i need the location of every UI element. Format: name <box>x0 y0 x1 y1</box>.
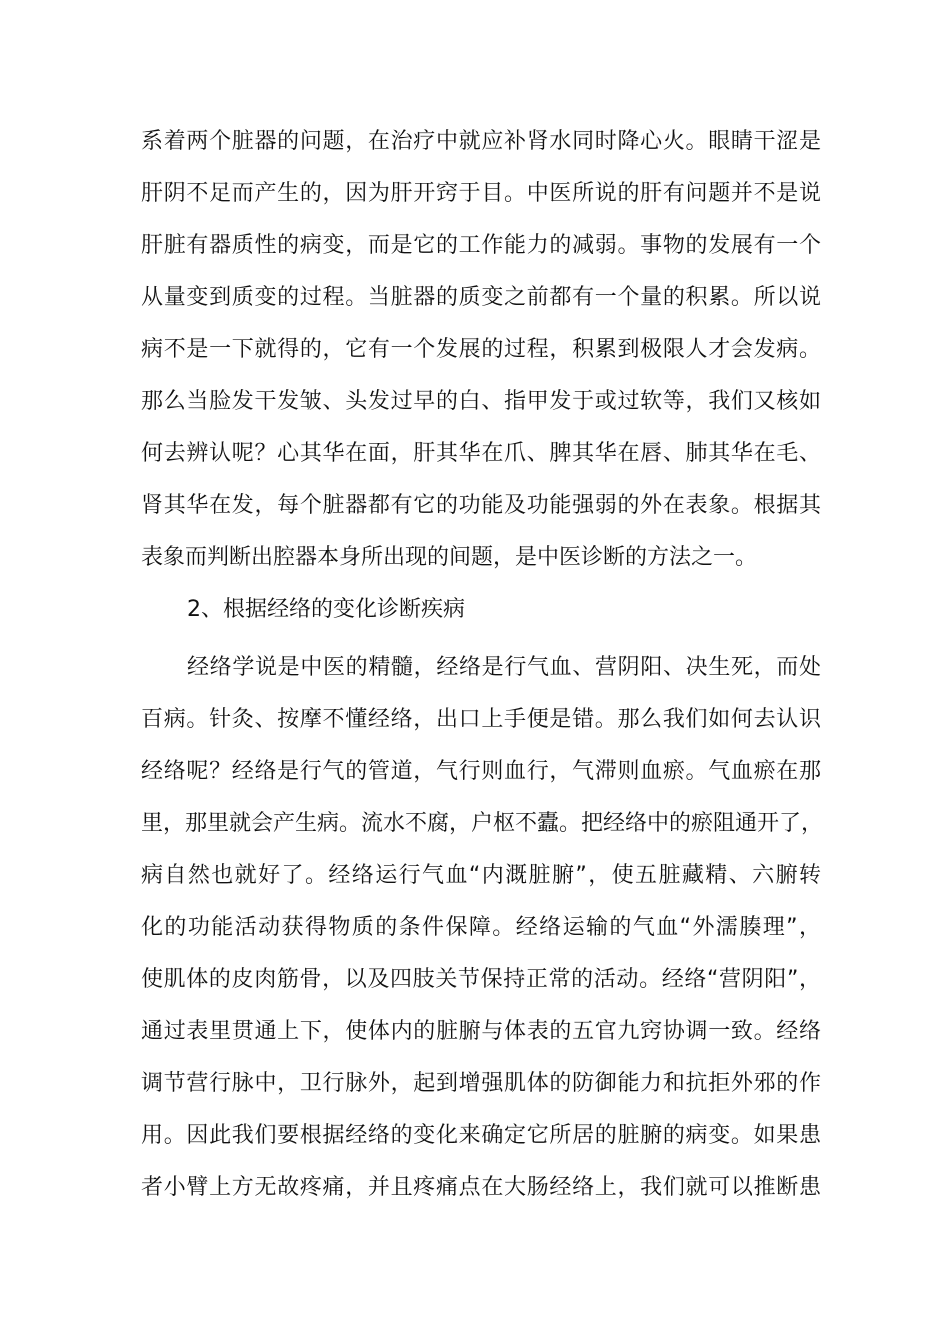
text-line: 肾其华在发，每个脏器都有它的功能及功能强弱的外在表象。根据其 <box>141 493 821 518</box>
text-line: 肝阴不足而产生的，因为肝开窍于目。中医所说的肝有问题并不是说 <box>141 181 821 206</box>
text-line: 系着两个脏器的问题，在治疗中就应补肾水同时降心火。眼睛干涩是 <box>141 129 821 154</box>
text-line: 肝脏有器质性的病变，而是它的工作能力的减弱。事物的发展有一个 <box>141 233 821 258</box>
text-line: 表象而判断出腔器本身所出现的间题，是中医诊断的方法之一。 <box>141 545 758 570</box>
text-line: 那么当脸发干发皱、头发过早的白、指甲发于或过软等，我们又核如 <box>141 389 821 414</box>
text-line: 者小臂上方无故疼痛，并且疼痛点在大肠经络上，我们就可以推断患 <box>141 1175 821 1200</box>
text-line: 用。因此我们要根据经络的变化来确定它所居的脏腑的病变。如果患 <box>141 1123 821 1148</box>
text-line: 经络呢？经络是行气的管道，气行则血行，气滞则血瘀。气血瘀在那 <box>141 759 821 784</box>
text-line: 调节营行脉中，卫行脉外，起到增强肌体的防御能力和抗拒外邪的作 <box>141 1071 821 1096</box>
text-line: 化的功能活动获得物质的条件保障。经络运输的气血“外濡腠理”， <box>141 915 821 940</box>
text-line: 里，那里就会产生病。流水不腐，户枢不蠹。把经络中的瘀阻通开了， <box>141 811 824 836</box>
text-line: 百病。针灸、按摩不懂经络，出口上手便是错。那么我们如何去认识 <box>141 707 821 732</box>
text-line: 通过表里贯通上下，使体内的脏腑与体表的五官九窍协调一致。经络 <box>141 1019 821 1044</box>
text-line: 病不是一下就得的，它有一个发展的过程，积累到极限人才会发病。 <box>141 337 821 362</box>
text-line: 病自然也就好了。经络运行气血“内溉脏腑”，使五脏藏精、六腑转 <box>141 863 821 888</box>
text-line: 从量变到质变的过程。当脏器的质变之前都有一个量的积累。所以说 <box>141 285 821 310</box>
text-line: 经络学说是中医的精髓，经络是行气血、营阴阳、决生死，而处 <box>187 655 821 680</box>
text-line: 使肌体的皮肉筋骨，以及四肢关节保持正常的活动。经络“营阴阳”， <box>141 967 821 992</box>
section-heading: 2、根据经络的变化诊断疾病 <box>187 597 465 622</box>
text-line: 何去辨认呢？心其华在面，肝其华在爪、脾其华在唇、肺其华在毛、 <box>141 441 821 466</box>
